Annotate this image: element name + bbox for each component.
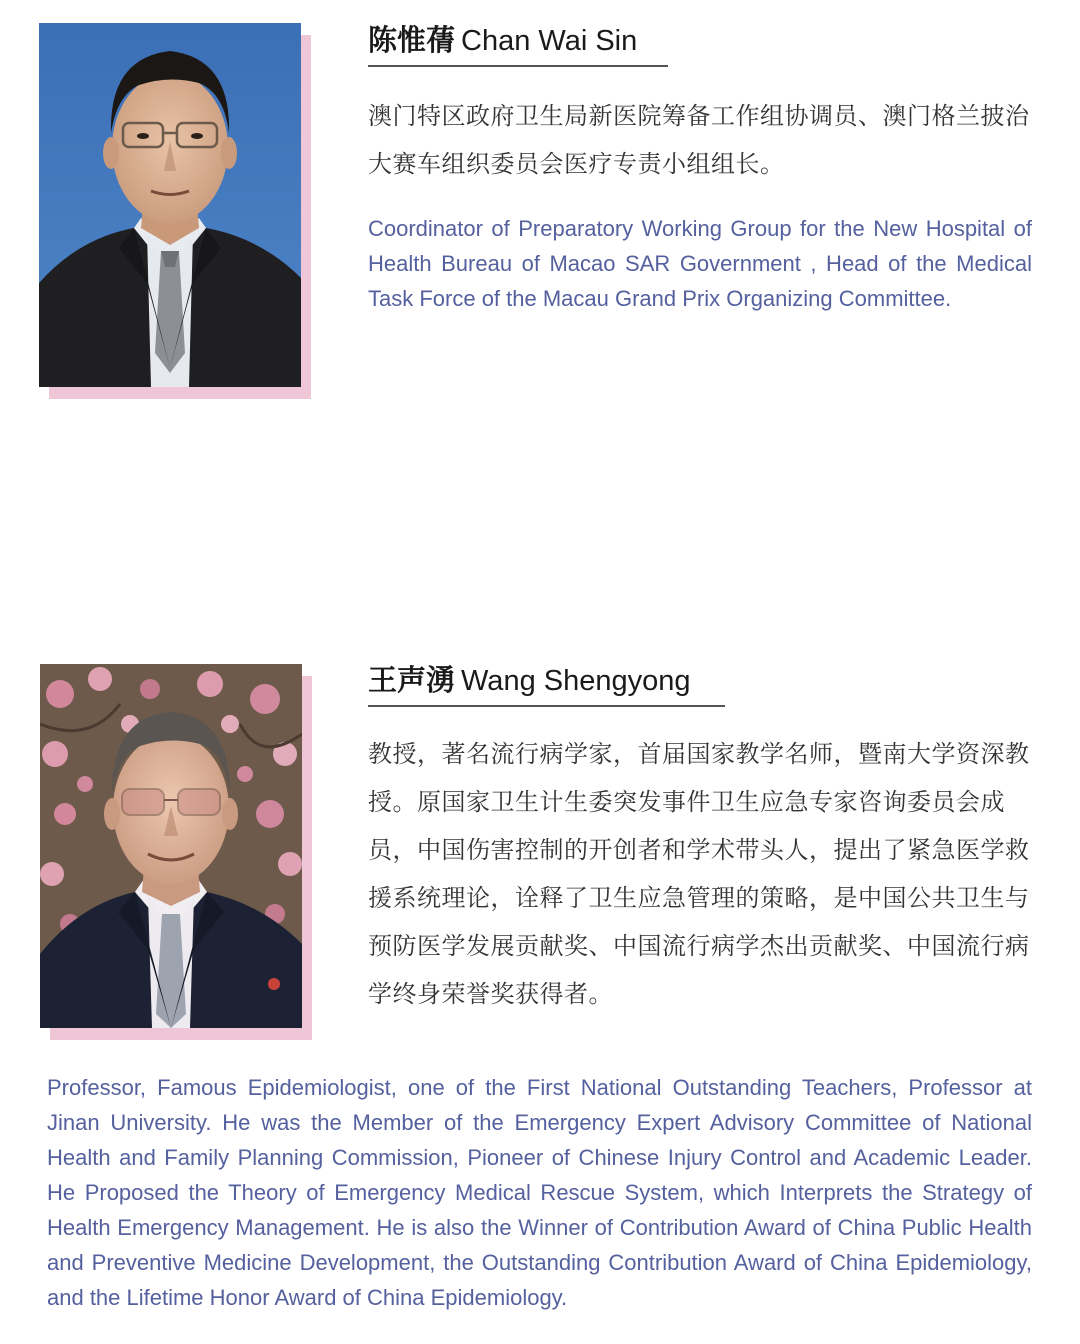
name-chinese: 陈惟蒨 — [368, 23, 456, 57]
name-underline — [368, 705, 725, 707]
bio-english: Professor, Famous Epidemiologist, one of the First National Outstanding Teachers, Professor at Jinan University. He was the Member of the Emergency Expert Advisory Committee of National Health and Family Planning Commission, Pioneer of Chinese Injury Control and Academic Leader. He Proposed the Theory of Emergency Medical Rescue System, which Interprets the Strategy of Health Emergency Management. He is also the Winner of Contribution Award of China Public Health and Preventive Medicine Development, the Outstanding Contribution Award of China Epidemiology, and the Lifetime Honor Award of China Epidemiology. — [47, 1075, 1032, 1310]
bio-chinese: 澳门特区政府卫生局新医院筹备工作组协调员、澳门格兰披治大赛车组织委员会医疗专责小组组长。 — [368, 102, 1030, 178]
person-name — [368, 662, 725, 699]
name-underline — [368, 65, 668, 67]
name-chinese: 王声湧 — [368, 663, 456, 697]
portrait-photo-chan-wai-sin — [39, 23, 301, 387]
portrait-frame — [39, 23, 301, 387]
name-block — [368, 662, 725, 707]
bio-english: Coordinator of Preparatory Working Group for the New Hospital of Health Bureau of Macao SAR Government , Head of the Medical Task Force of the Macau Grand Prix Organizing Committee. — [368, 216, 1032, 311]
portrait-photo-wang-shengyong — [40, 664, 302, 1028]
name-english: Wang Shengyong — [461, 665, 691, 697]
portrait-shadow — [50, 676, 312, 1040]
profile-chan-wai-sin — [0, 0, 1080, 420]
portrait-frame — [40, 664, 302, 1028]
name-block — [368, 22, 668, 67]
name-english: Chan Wai Sin — [461, 25, 638, 57]
bio-chinese: 教授，著名流行病学家，首届国家教学名师，暨南大学资深教授。原国家卫生计生委突发事件卫生应急专家咨询委员会成员，中国伤害控制的开创者和学术带头人，提出了紧急医学救援系统理论，诠释了卫生应急管理的策略，是中国公共卫生与预防医学发展贡献奖、中国流行病学杰出贡献奖、中国流行病学终身荣誉奖获得者。 — [368, 740, 1030, 1008]
person-name — [368, 22, 668, 59]
